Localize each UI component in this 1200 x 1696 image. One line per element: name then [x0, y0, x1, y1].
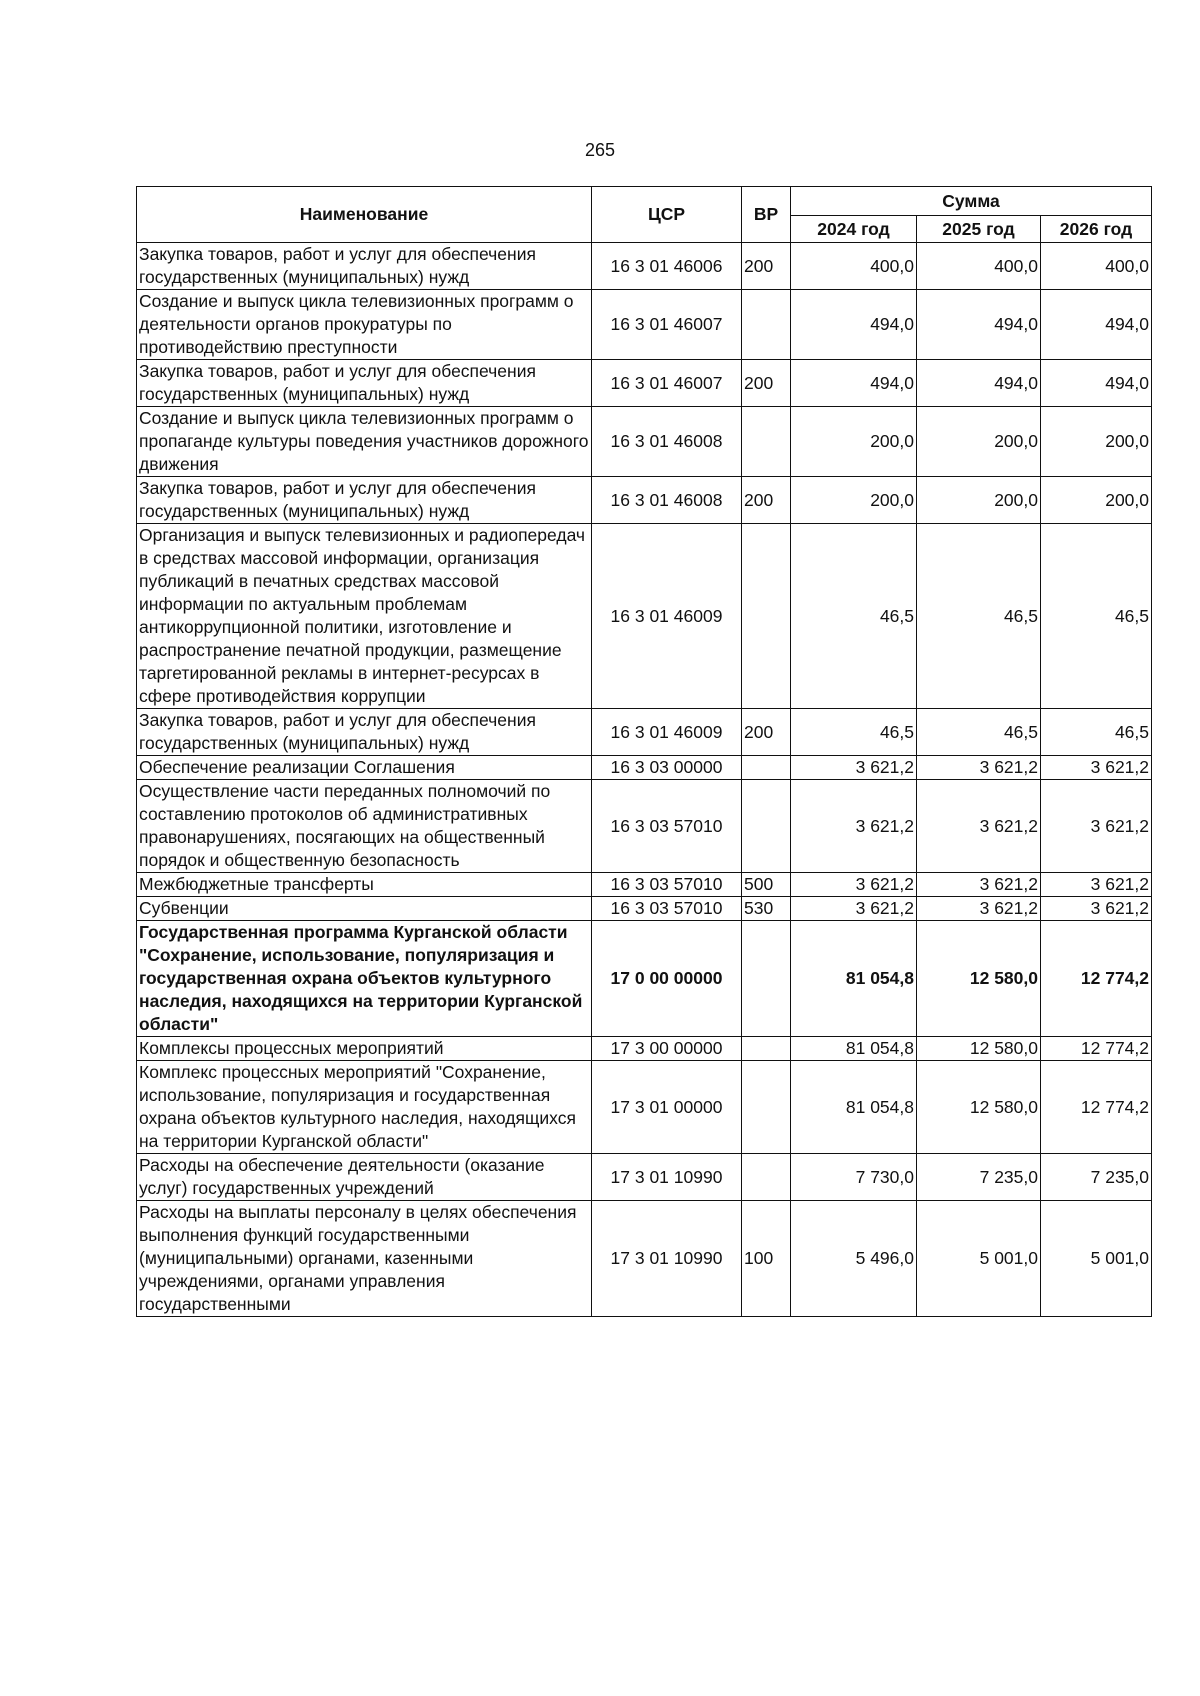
table-row [137, 873, 1152, 897]
table-body [137, 243, 1152, 1317]
row-amount-2026-cell: 12 774,2 [1041, 921, 1152, 1037]
row-name-cell: Комплекс процессных мероприятий "Сохранение, использование, популяризация и государственная охрана объектов культурного наследия, находящихся на территории Курганской области" [137, 1061, 592, 1154]
row-amount-2025-cell: 494,0 [917, 290, 1041, 360]
row-vr-cell: 200 [742, 709, 791, 756]
row-vr-cell [742, 1037, 791, 1061]
row-amount-2024-cell: 81 054,8 [791, 1037, 917, 1061]
row-name-cell: Закупка товаров, работ и услуг для обеспечения государственных (муниципальных) нужд [137, 709, 592, 756]
table-row [137, 1061, 1152, 1154]
row-amount-2025-cell: 5 001,0 [917, 1201, 1041, 1317]
row-amount-2025-cell: 12 580,0 [917, 921, 1041, 1037]
row-amount-2025-cell: 400,0 [917, 243, 1041, 290]
table-row [137, 709, 1152, 756]
row-amount-2026-cell: 3 621,2 [1041, 780, 1152, 873]
row-amount-2025-cell: 3 621,2 [917, 873, 1041, 897]
row-amount-2026-cell: 12 774,2 [1041, 1037, 1152, 1061]
row-amount-2026-cell: 494,0 [1041, 360, 1152, 407]
row-amount-2024-cell: 7 730,0 [791, 1154, 917, 1201]
row-amount-2025-cell: 3 621,2 [917, 897, 1041, 921]
row-amount-2024-cell: 3 621,2 [791, 780, 917, 873]
row-vr-cell: 200 [742, 477, 791, 524]
row-amount-2025-cell: 12 580,0 [917, 1037, 1041, 1061]
row-vr-cell [742, 1061, 791, 1154]
header-year-2026: 2026 год [1041, 216, 1152, 243]
row-name-cell: Субвенции [137, 897, 592, 921]
table-row [137, 1201, 1152, 1317]
row-amount-2025-cell: 200,0 [917, 407, 1041, 477]
table-row [137, 290, 1152, 360]
header-year-2024: 2024 год [791, 216, 917, 243]
row-amount-2026-cell: 400,0 [1041, 243, 1152, 290]
row-amount-2026-cell: 46,5 [1041, 709, 1152, 756]
budget-table [136, 186, 1152, 1317]
row-csr-cell: 17 0 00 00000 [592, 921, 742, 1037]
table-row [137, 897, 1152, 921]
row-amount-2024-cell: 81 054,8 [791, 1061, 917, 1154]
row-amount-2026-cell: 7 235,0 [1041, 1154, 1152, 1201]
row-amount-2026-cell: 46,5 [1041, 524, 1152, 709]
row-name-cell: Комплексы процессных мероприятий [137, 1037, 592, 1061]
row-csr-cell: 16 3 01 46008 [592, 477, 742, 524]
row-csr-cell: 16 3 03 57010 [592, 873, 742, 897]
header-csr: ЦСР [592, 187, 742, 243]
row-csr-cell: 16 3 03 00000 [592, 756, 742, 780]
row-amount-2024-cell: 3 621,2 [791, 873, 917, 897]
row-csr-cell: 16 3 01 46007 [592, 360, 742, 407]
row-amount-2026-cell: 3 621,2 [1041, 873, 1152, 897]
row-amount-2026-cell: 3 621,2 [1041, 756, 1152, 780]
row-name-cell: Закупка товаров, работ и услуг для обеспечения государственных (муниципальных) нужд [137, 243, 592, 290]
header-vr: ВР [742, 187, 791, 243]
row-name-cell: Обеспечение реализации Соглашения [137, 756, 592, 780]
row-csr-cell: 17 3 00 00000 [592, 1037, 742, 1061]
header-year-2025: 2025 год [917, 216, 1041, 243]
table-row [137, 243, 1152, 290]
row-vr-cell [742, 921, 791, 1037]
row-amount-2025-cell: 3 621,2 [917, 756, 1041, 780]
row-vr-cell [742, 524, 791, 709]
row-csr-cell: 16 3 01 46007 [592, 290, 742, 360]
table-row [137, 524, 1152, 709]
row-amount-2024-cell: 81 054,8 [791, 921, 917, 1037]
row-vr-cell [742, 1154, 791, 1201]
table-row [137, 1154, 1152, 1201]
row-amount-2025-cell: 3 621,2 [917, 780, 1041, 873]
row-vr-cell: 200 [742, 360, 791, 407]
table-row [137, 360, 1152, 407]
row-amount-2026-cell: 494,0 [1041, 290, 1152, 360]
row-amount-2026-cell: 200,0 [1041, 407, 1152, 477]
row-amount-2024-cell: 46,5 [791, 709, 917, 756]
row-amount-2024-cell: 494,0 [791, 290, 917, 360]
row-amount-2024-cell: 400,0 [791, 243, 917, 290]
row-vr-cell [742, 756, 791, 780]
row-amount-2026-cell: 12 774,2 [1041, 1061, 1152, 1154]
row-csr-cell: 16 3 01 46009 [592, 709, 742, 756]
row-name-cell: Создание и выпуск цикла телевизионных программ о деятельности органов прокуратуры по противодействию преступности [137, 290, 592, 360]
row-amount-2024-cell: 200,0 [791, 477, 917, 524]
row-name-cell: Расходы на обеспечение деятельности (оказание услуг) государственных учреждений [137, 1154, 592, 1201]
row-csr-cell: 16 3 03 57010 [592, 897, 742, 921]
row-vr-cell: 530 [742, 897, 791, 921]
row-amount-2026-cell: 200,0 [1041, 477, 1152, 524]
row-amount-2024-cell: 3 621,2 [791, 897, 917, 921]
row-vr-cell [742, 290, 791, 360]
row-csr-cell: 17 3 01 00000 [592, 1061, 742, 1154]
row-csr-cell: 17 3 01 10990 [592, 1201, 742, 1317]
row-vr-cell: 200 [742, 243, 791, 290]
row-name-cell: Межбюджетные трансферты [137, 873, 592, 897]
table-row [137, 477, 1152, 524]
table-row [137, 756, 1152, 780]
row-name-cell: Организация и выпуск телевизионных и радиопередач в средствах массовой информации, организация публикаций в печатных средствах массовой информации по актуальным проблемам антикоррупционной политики, изготовление и распространение печатной продукции, размещение таргетированной рекламы в интернет-ресурсах в сфере противодействия коррупции [137, 524, 592, 709]
row-vr-cell [742, 780, 791, 873]
row-name-cell: Создание и выпуск цикла телевизионных программ о пропаганде культуры поведения участников дорожного движения [137, 407, 592, 477]
row-amount-2024-cell: 200,0 [791, 407, 917, 477]
row-amount-2025-cell: 7 235,0 [917, 1154, 1041, 1201]
row-name-cell: Закупка товаров, работ и услуг для обеспечения государственных (муниципальных) нужд [137, 477, 592, 524]
row-amount-2025-cell: 12 580,0 [917, 1061, 1041, 1154]
table-row [137, 407, 1152, 477]
row-amount-2024-cell: 3 621,2 [791, 756, 917, 780]
header-name: Наименование [137, 187, 592, 243]
row-amount-2025-cell: 46,5 [917, 709, 1041, 756]
row-amount-2025-cell: 494,0 [917, 360, 1041, 407]
page-number: 265 [584, 140, 616, 160]
row-name-cell: Расходы на выплаты персоналу в целях обеспечения выполнения функций государственными (муниципальными) органами, казенными учреждениями, органами управления государственными [137, 1201, 592, 1317]
row-amount-2026-cell: 3 621,2 [1041, 897, 1152, 921]
row-csr-cell: 16 3 01 46009 [592, 524, 742, 709]
row-vr-cell [742, 407, 791, 477]
table-row [137, 921, 1152, 1037]
row-amount-2025-cell: 46,5 [917, 524, 1041, 709]
row-vr-cell: 500 [742, 873, 791, 897]
row-amount-2024-cell: 5 496,0 [791, 1201, 917, 1317]
row-name-cell: Закупка товаров, работ и услуг для обеспечения государственных (муниципальных) нужд [137, 360, 592, 407]
row-csr-cell: 16 3 01 46008 [592, 407, 742, 477]
table-row [137, 780, 1152, 873]
row-csr-cell: 16 3 03 57010 [592, 780, 742, 873]
row-csr-cell: 17 3 01 10990 [592, 1154, 742, 1201]
row-amount-2024-cell: 46,5 [791, 524, 917, 709]
header-sum: Сумма [791, 187, 1152, 216]
row-name-cell: Осуществление части переданных полномочий по составлению протоколов об административных правонарушениях, посягающих на общественный порядок и общественную безопасность [137, 780, 592, 873]
table-row [137, 1037, 1152, 1061]
row-vr-cell: 100 [742, 1201, 791, 1317]
row-name-cell: Государственная программа Курганской области "Сохранение, использование, популяризация и государственная охрана объектов культурного наследия, находящихся на территории Курганской области" [137, 921, 592, 1037]
row-amount-2024-cell: 494,0 [791, 360, 917, 407]
row-amount-2025-cell: 200,0 [917, 477, 1041, 524]
row-csr-cell: 16 3 01 46006 [592, 243, 742, 290]
row-amount-2026-cell: 5 001,0 [1041, 1201, 1152, 1317]
